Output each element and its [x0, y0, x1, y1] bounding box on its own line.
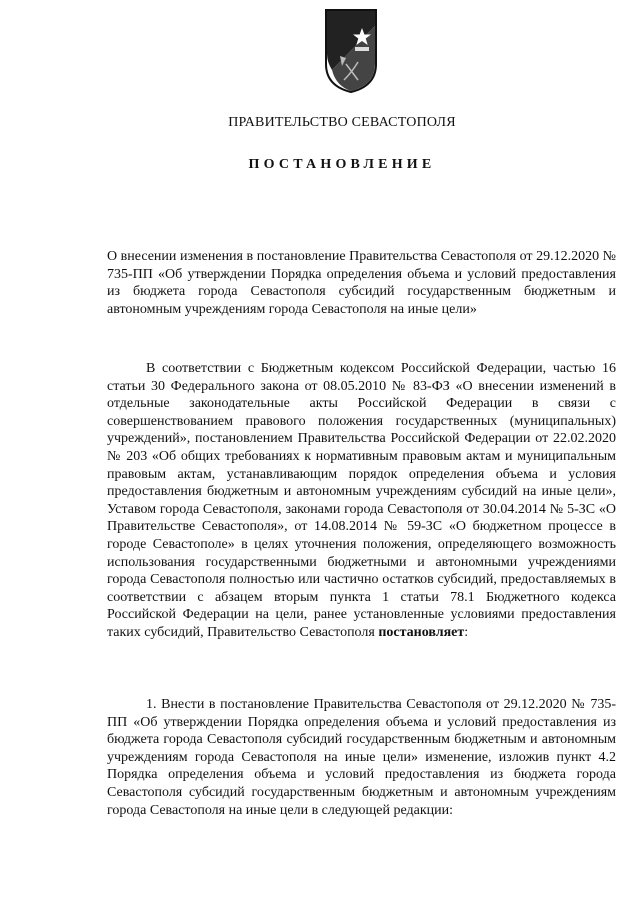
document-title: О внесении изменения в постановление Правительства Севастополя от 29.12.2020 № 735-ПП «Об утверждении Порядка определения объема и условий предоставления из бюджета города Севастополя субсидий государственным бюджетным и автономным учреждениям города Севастополя на иные цели» [107, 249, 616, 317]
government-name: ПРАВИТЕЛЬСТВО СЕВАСТОПОЛЯ [228, 115, 456, 130]
document-type: ПОСТАНОВЛЕНИЕ [248, 157, 436, 172]
decree-word: постановляет [378, 624, 465, 640]
point-1: 1. Внести в постановление Правительства Севастополя от 29.12.2020 № 735-ПП «Об утверждении Порядка определения объема и условий предоставления из бюджета города Севастополя субсидий государственным бюджетным и автономным учреждениям города Севастополя на иные цели» изменение, изложив пункт 4.2 Порядка определения объема и условий предоставления из бюджета города Севастополя субсидий государственным бюджетным и автономным учреждениям города Севастополя на иные цели в следующей редакции: [107, 697, 616, 818]
preamble: В соответствии с Бюджетным кодексом Российской Федерации, частью 16 статьи 30 Федерального закона от 08.05.2010 № 83-ФЗ «О внесении изменений в отдельные законодательные акты Российской Федерации в связи с совершенствованием правового положения государственных (муниципальных) учреждений», постановлением Правительства Российской Федерации от 22.02.2020 № 203 «Об общих требованиях к нормативным правовым актам и муниципальным правовым актам, устанавливающим порядок определения объема и условия предоставления бюджетным и автономным учреждениям субсидий на иные цели», Уставом города Севастополя, законами города Севастополя от 30.04.2014 № 5-ЗС «О Правительстве Севастополя», от 14.08.2014 № 59-ЗС «О бюджетном процессе в городе Севастополе» в целях уточнения положения, определяющего возможность использования государственными бюджетными и автономными учреждениями города Севастополя полностью или частично остатков субсидий, предоставляемых в соответствии с абзацем вторым пункта 1 статьи 78.1 Бюджетного кодекса Российской Федерации на цели, ранее установленные условиями предоставления таких субсидий, Правительство Севастополя постановляет: [107, 361, 616, 640]
preamble-text: В соответствии с Бюджетным кодексом Российской Федерации, частью 16 статьи 30 Федерального закона от 08.05.2010 № 83-ФЗ «О внесении изменений в отдельные законодательные акты Российской Федерации в связи с совершенствованием правового положения государственных (муниципальных) учреждений», постановлением Правительства Российской Федерации от 22.02.2020 № 203 «Об общих требованиях к нормативным правовым актам и муниципальным правовым актам, устанавливающим порядок определения объема и условия предоставления бюджетным и автономным учреждениям субсидий на иные цели», Уставом города Севастополя, законами города Севастополя от 30.04.2014 № 5-ЗС «О Правительстве Севастополя», от 14.08.2014 № 59-ЗС «О бюджетном процессе в городе Севастополе» в целях уточнения положения, определяющего возможность использования государственными бюджетными и автономными учреждениями города Севастополя полностью или частично остатков субсидий, предоставляемых в соответствии с абзацем вторым пункта 1 статьи 78.1 Бюджетного кодекса Российской Федерации на цели, ранее установленные условиями предоставления таких субсидий, Правительство Севастополя [107, 361, 616, 640]
sevastopol-coat-of-arms [322, 6, 380, 94]
